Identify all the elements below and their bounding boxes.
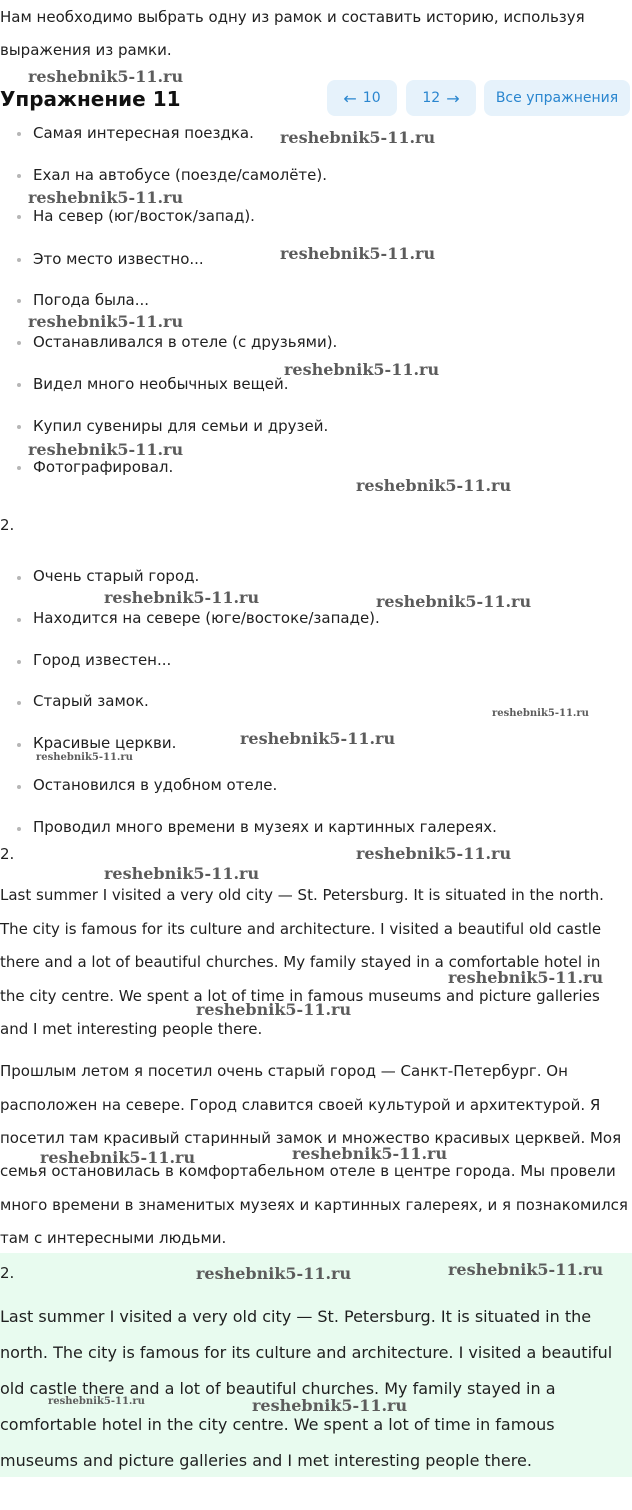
story-ru-line: посетил там красивый старинный замок и множество красивых церквей. Моя: [0, 1129, 622, 1147]
watermark: reshebnik5-11.ru: [252, 1396, 408, 1415]
all-exercises-button[interactable]: [484, 80, 630, 116]
section-label: 2.: [0, 845, 15, 863]
watermark: reshebnik5-11.ru: [28, 312, 184, 331]
story-ru-line: Прошлым летом я посетил очень старый город — Санкт-Петербург. Он: [0, 1062, 568, 1080]
list-item: Фотографировал.: [33, 458, 174, 476]
watermark: reshebnik5-11.ru: [240, 729, 396, 748]
list-item: На север (юг/восток/запад).: [33, 207, 255, 225]
list-item: Купил сувениры для семьи и друзей.: [33, 417, 329, 435]
story-ru-line: семья остановилась в комфортабельном отеле в центре города. Мы провели: [0, 1162, 616, 1180]
list-bullet: [17, 132, 21, 136]
list-item: Остановился в удобном отеле.: [33, 776, 278, 794]
list-item: Самая интересная поездка.: [33, 124, 254, 142]
intro-line: выражения из рамки.: [0, 41, 172, 59]
page-title: Упражнение 11: [0, 87, 181, 111]
next-exercise-label: 12: [422, 90, 441, 106]
watermark: reshebnik5-11.ru: [356, 476, 512, 495]
arrow-right-icon: →: [446, 88, 460, 108]
watermark: reshebnik5-11.ru: [28, 67, 184, 86]
list-bullet: [17, 341, 21, 345]
list-bullet: [17, 258, 21, 262]
list-item: Очень старый город.: [33, 567, 200, 585]
list-bullet: [17, 215, 21, 219]
list-item: Проводил много времени в музеях и картинных галереях.: [33, 818, 497, 836]
next-exercise-button[interactable]: [406, 80, 476, 116]
watermark: reshebnik5-11.ru: [28, 440, 184, 459]
watermark: reshebnik5-11.ru: [28, 188, 184, 207]
list-bullet: [17, 743, 21, 747]
list-item: Это место известно...: [33, 250, 204, 268]
section-label: 2.: [0, 516, 15, 534]
prev-exercise-label: 10: [362, 90, 381, 106]
answer-box: [0, 1253, 632, 1477]
list-bullet: [17, 701, 21, 705]
list-bullet: [17, 383, 21, 387]
watermark: reshebnik5-11.ru: [356, 844, 512, 863]
list-bullet: [17, 425, 21, 429]
watermark: reshebnik5-11.ru: [448, 1260, 604, 1279]
watermark: reshebnik5-11.ru: [284, 360, 440, 379]
watermark: reshebnik5-11.ru: [280, 244, 436, 263]
list-bullet: [17, 576, 21, 580]
answer-line: comfortable hotel in the city centre. We spent a lot of time in famous: [0, 1415, 555, 1434]
list-item: Красивые церкви.: [33, 734, 177, 752]
answer-label: 2.: [0, 1264, 15, 1282]
answer-line: north. The city is famous for its culture and architecture. I visited a beautiful: [0, 1343, 613, 1362]
watermark: reshebnik5-11.ru: [40, 1148, 196, 1167]
watermark: reshebnik5-11.ru: [292, 1144, 448, 1163]
story-en-line: there and a lot of beautiful churches. My family stayed in a comfortable hotel in: [0, 953, 601, 971]
list-item: Видел много необычных вещей.: [33, 375, 289, 393]
watermark: reshebnik5-11.ru: [280, 128, 436, 147]
story-en-line: Last summer I visited a very old city — St. Petersburg. It is situated in the north.: [0, 886, 604, 904]
watermark: reshebnik5-11.ru: [48, 1396, 145, 1407]
watermark: reshebnik5-11.ru: [196, 1264, 352, 1283]
list-item: Находится на севере (юге/востоке/западе).: [33, 609, 380, 627]
list-item: Город известен...: [33, 651, 172, 669]
watermark: reshebnik5-11.ru: [104, 864, 260, 883]
watermark: reshebnik5-11.ru: [36, 752, 133, 763]
intro-line: Нам необходимо выбрать одну из рамок и составить историю, используя: [0, 8, 585, 26]
list-item: Ехал на автобусе (поезде/самолёте).: [33, 166, 328, 184]
watermark: reshebnik5-11.ru: [492, 708, 589, 719]
list-bullet: [17, 660, 21, 664]
story-ru-line: много времени в знаменитых музеях и картинных галереях, и я познакомился: [0, 1196, 628, 1214]
answer-line: museums and picture galleries and I met interesting people there.: [0, 1451, 532, 1470]
watermark: reshebnik5-11.ru: [104, 588, 260, 607]
story-en-line: and I met interesting people there.: [0, 1020, 263, 1038]
list-bullet: [17, 174, 21, 178]
list-bullet: [17, 466, 21, 470]
story-en-line: the city centre. We spent a lot of time in famous museums and picture galleries: [0, 987, 600, 1005]
list-bullet: [17, 785, 21, 789]
list-bullet: [17, 827, 21, 831]
list-bullet: [17, 618, 21, 622]
answer-line: Last summer I visited a very old city — St. Petersburg. It is situated in the: [0, 1307, 592, 1326]
arrow-left-icon: ←: [343, 88, 357, 108]
story-en-line: The city is famous for its culture and architecture. I visited a beautiful old castle: [0, 920, 602, 938]
watermark: reshebnik5-11.ru: [376, 592, 532, 611]
list-bullet: [17, 299, 21, 303]
list-item: Погода была...: [33, 291, 150, 309]
list-item: Останавливался в отеле (с друзьями).: [33, 333, 338, 351]
list-item: Старый замок.: [33, 692, 149, 710]
watermark: reshebnik5-11.ru: [196, 1000, 352, 1019]
story-ru-line: расположен на севере. Город славится своей культурой и архитектурой. Я: [0, 1096, 601, 1114]
watermark: reshebnik5-11.ru: [448, 968, 604, 987]
story-ru-line: там с интересными людьми.: [0, 1229, 227, 1247]
prev-exercise-button[interactable]: [327, 80, 397, 116]
all-exercises-label: Все упражнения: [495, 90, 619, 106]
answer-line: old castle there and a lot of beautiful churches. My family stayed in a: [0, 1379, 556, 1398]
